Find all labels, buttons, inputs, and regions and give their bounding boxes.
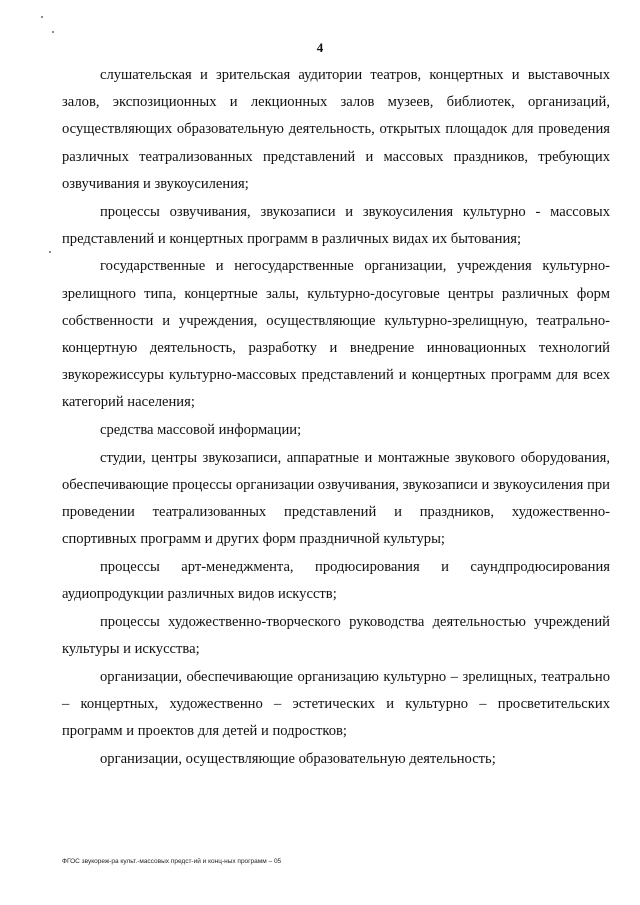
paragraph: государственные и негосударственные организации, учреждения культурно-зрелищного типа, концертные залы, культурно-досуговые центры различных форм собственности и учреждения, осуществляющие культурно-зрелищную, театрально-концертную деятельность, разработку и внедрение инновационных технологий звукорежиссуры культурно-массовых представлений и концертных программ для всех категорий населения;	[62, 258, 610, 411]
scan-speck	[49, 251, 51, 253]
page-number: 4	[316, 40, 324, 55]
scan-speck	[52, 31, 54, 33]
paragraph: организации, осуществляющие образовательную деятельность;	[100, 751, 496, 768]
paragraph: средства массовой информации;	[100, 422, 302, 439]
paragraph: студии, центры звукозаписи, аппаратные и монтажные звукового оборудования, обеспечивающие процессы организации озвучивания, звукозаписи и звукоусиления при проведении театрализованных представлений и праздников, художественно-спортивных программ и других форм праздничной культуры;	[62, 449, 610, 548]
paragraph: процессы озвучивания, звукозаписи и звукоусиления культурно - массовых представлений и концертных программ в различных видах их бытования;	[62, 203, 610, 247]
paragraph: организации, обеспечивающие организацию культурно – зрелищных, театрально – концертных, художественно – эстетических и культурно – просветительских программ и проектов для детей и подростков;	[62, 668, 610, 740]
page-footer: ФГОС звукореж-ра культ.-массовых предст-ий и конц-ных программ – 05	[62, 858, 282, 865]
document-body	[62, 62, 610, 774]
paragraph: слушательская и зрительская аудитории театров, концертных и выставочных залов, экспозиционных и лекционных залов музеев, библиотек, организаций, осуществляющих образовательную деятельность, открытых площадок для проведения различных театрализованных представлений и массовых праздников, требующих озвучивания и звукоусиления;	[62, 67, 610, 192]
scan-speck	[41, 16, 43, 18]
paragraph: процессы арт-менеджмента, продюсирования и саундпродюсирования аудиопродукции различных видов искусств;	[62, 559, 610, 603]
paragraph: процессы художественно-творческого руководства деятельностью учреждений культуры и искусства;	[62, 614, 610, 658]
